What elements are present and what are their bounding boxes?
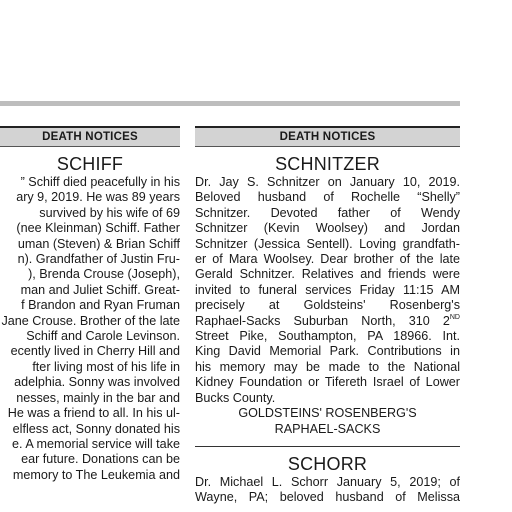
notice-line: precisely at Goldsteins' Rosenberg's [195, 298, 460, 313]
notice-line: Schiff and Carole Levinson. [26, 329, 180, 344]
notice-line: adelphia. Sonny was involved [14, 375, 180, 390]
notice-line: Wayne, PA; beloved husband of Melissa [195, 490, 460, 505]
notice-name: SCHORR [287, 453, 368, 474]
notice-line: f Brandon and Ryan Fruman [21, 298, 180, 313]
notice-line: e. A memorial service will take [12, 436, 180, 451]
notice-line: memory to The Leukemia and [12, 467, 180, 482]
ordinal-superscript: ND [449, 313, 460, 321]
notice-line: Jane Crouse. Brother of the late [1, 313, 180, 328]
notice-line: King David Memorial Park. Contributions in [195, 344, 460, 359]
left-column [0, 126, 180, 483]
notice-line: elfless act, Sonny donated his [12, 421, 180, 436]
notice-line: He was a friend to all. In his ul- [7, 406, 180, 421]
notice-divider [195, 446, 460, 447]
top-rule [0, 101, 460, 106]
notice-line: Gerald Schnitzer. Relatives and friends were [195, 267, 460, 282]
funeral-home-name: GOLDSTEINS' ROSENBERG'S [238, 406, 417, 421]
notice-line: Schnitzer. Devoted father of Wendy [195, 205, 460, 220]
notice-line: Dr. Michael L. Schorr January 5, 2019; of [195, 474, 460, 489]
notice-line: Dr. Jay S. Schnitzer on January 10, 2019. [195, 175, 460, 189]
right-column [195, 126, 460, 506]
notice-line: ear future. Donations can be [21, 452, 180, 467]
notice-line: survived by his wife of 69 [39, 205, 180, 220]
notice-line: Kidney Foundation or Tifereth Israel of Lower [195, 375, 460, 390]
notice-line: Schnitzer (Jessica Sentell). Loving grandfath- [195, 236, 460, 251]
notice-body [0, 175, 180, 483]
notice-line: ecently lived in Cherry Hill and [10, 344, 180, 359]
section-header: DEATH NOTICES [195, 126, 460, 147]
notice-line: (nee Kleinman) Schiff. Father [16, 221, 180, 236]
notice-line: Schnitzer (Kevin Woolsey) and Jordan [195, 221, 460, 236]
section-header: DEATH NOTICES [0, 126, 180, 147]
notice-line: ), Brenda Crouse (Joseph), [28, 267, 180, 282]
notice-line: ary 9, 2019. He was 89 years [16, 190, 180, 205]
notice-body [195, 475, 460, 506]
notice-line-text: Raphael-Sacks Suburban North, 310 2 [195, 313, 450, 328]
notice-line: his memory may be made to the National [195, 359, 460, 374]
notice-line: ” Schiff died peacefully in his [20, 175, 180, 189]
notice-line: er of Mara Woolsey. Dear brother of the late [195, 252, 460, 267]
funeral-home-name: RAPHAEL-SACKS [274, 421, 381, 436]
notice-line [195, 314, 460, 329]
notice-line: nesses, mainly in the bar and [16, 390, 180, 405]
notice-name: SCHIFF [56, 154, 124, 174]
notice-line: Bucks County. [195, 390, 276, 405]
notice-line: n). Grandfather of Justin Fru- [17, 252, 180, 267]
notice-body [195, 175, 460, 406]
notice-line: man and Juliet Schiff. Great- [20, 282, 180, 297]
notice-line: uman (Steven) & Brian Schiff [17, 236, 180, 251]
notice-line: fter living most of his life in [32, 359, 180, 374]
notice-line: Street Pike, Southampton, PA 18966. Int. [195, 329, 460, 344]
notice-line: invited to funeral services Friday 11:15 AM [195, 282, 460, 297]
notice-name: SCHNITZER [275, 154, 380, 174]
notice-line: Beloved husband of Rochelle “Shelly” [195, 190, 460, 205]
